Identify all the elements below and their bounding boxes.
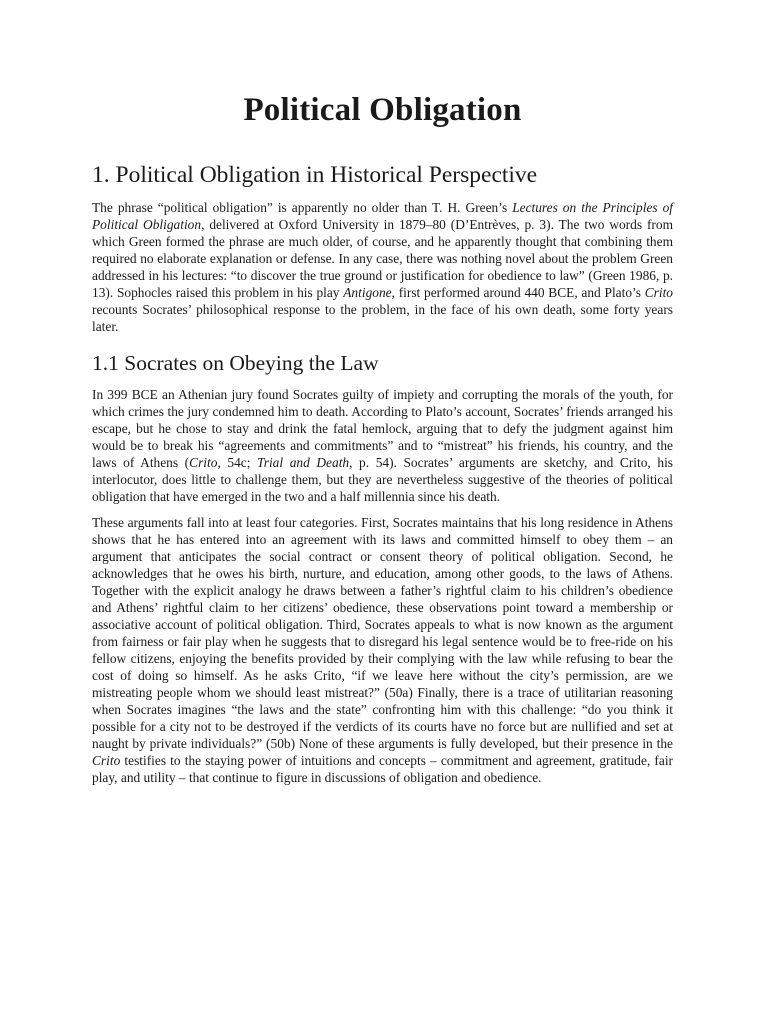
text-run: , delivered at Oxford University in 1879–80 (D’Entrèves, p. 3). The two words from which Green formed the phrase are much older, of course, and he apparently thought that combining them required no elaborate explanation or defense. In any case, there was nothing novel about the problem Green addressed in his lectures: “to discover the true ground or justification for obedience to law” (Green 1986, p. 13). Sophocles raised this problem in his play <box>92 217 673 300</box>
section-heading-historical-perspective: 1. Political Obligation in Historical Perspective <box>92 162 538 188</box>
document-title: Political Obligation <box>243 92 522 128</box>
text-run: , p. 54). Socrates’ arguments are sketchy, and Crito, his interlocutor, does little to challenge them, but they are nevertheless suggestive of the theories of political obligation that have emerged in the two and a half millennia since his death. <box>92 455 673 504</box>
document-page <box>92 0 673 786</box>
text-run: The phrase “political obligation” is apparently no older than T. H. Green’s <box>92 200 513 215</box>
paragraph-four-categories <box>92 514 673 786</box>
italic-run: Trial and Death <box>257 455 350 470</box>
text-run: In 399 BCE an Athenian jury found Socrates guilty of impiety and corrupting the morals of the youth, for which crimes the jury condemned him to death. According to Plato’s account, Socrates’ friends arranged his escape, but he chose to stay and drink the fatal hemlock, arguing that to defy the judgment against him would be to break his “agreements and commitments” and to “mistreat” his friends, his country, and the laws of Athens ( <box>92 387 673 470</box>
section-heading-socrates: 1.1 Socrates on Obeying the Law <box>92 351 379 375</box>
italic-run: Antigone <box>343 285 392 300</box>
paragraph-socrates-trial <box>92 386 673 505</box>
text-run: , 54c; <box>217 455 258 470</box>
text-run: testifies to the staying power of intuitions and concepts – commitment and agreement, gratitude, fair play, and utility – that continue to figure in discussions of obligation and obedience. <box>92 753 673 785</box>
paragraph-intro <box>92 199 673 335</box>
text-run: , first performed around 440 BCE, and Plato’s <box>391 285 645 300</box>
italic-run: Crito <box>189 455 218 470</box>
italic-run: Crito <box>644 285 673 300</box>
italic-run: Crito <box>92 753 121 768</box>
text-run: These arguments fall into at least four categories. First, Socrates maintains that his long residence in Athens shows that he has entered into an agreement with its laws and committed himself to obey them – an argument that anticipates the social contract or consent theory of political obligation. Second, he acknowledges that he owes his birth, nurture, and education, among other goods, to the laws of Athens. Together with the explicit analogy he draws between a father’s rightful claim to his children’s obedience and Athens’ rightful claim to her citizens’ obedience, these observations point toward a membership or associative account of political obligation. Third, Socrates appeals to what is now known as the argument from fairness or fair play when he suggests that to disregard his legal sentence would be to free-ride on his fellow citizens, enjoying the benefits provided by their complying with the law while refusing to bear the cost of doing so himself. As he asks Crito, “if we leave here without the city’s permission, are we mistreating people whom we should least mistreat?” (50a) Finally, there is a trace of utilitarian reasoning when Socrates imagines “the laws and the state” confronting him with this challenge: “do you think it possible for a city not to be destroyed if the verdicts of its courts have no force but are nullified and set at naught by private individuals?” (50b) None of these arguments is fully developed, but their presence in the <box>92 515 673 751</box>
text-run: recounts Socrates’ philosophical response to the problem, in the face of his own death, some forty years later. <box>92 302 673 334</box>
italic-run: Lectures on the Principles of Political Obligation <box>92 200 674 232</box>
